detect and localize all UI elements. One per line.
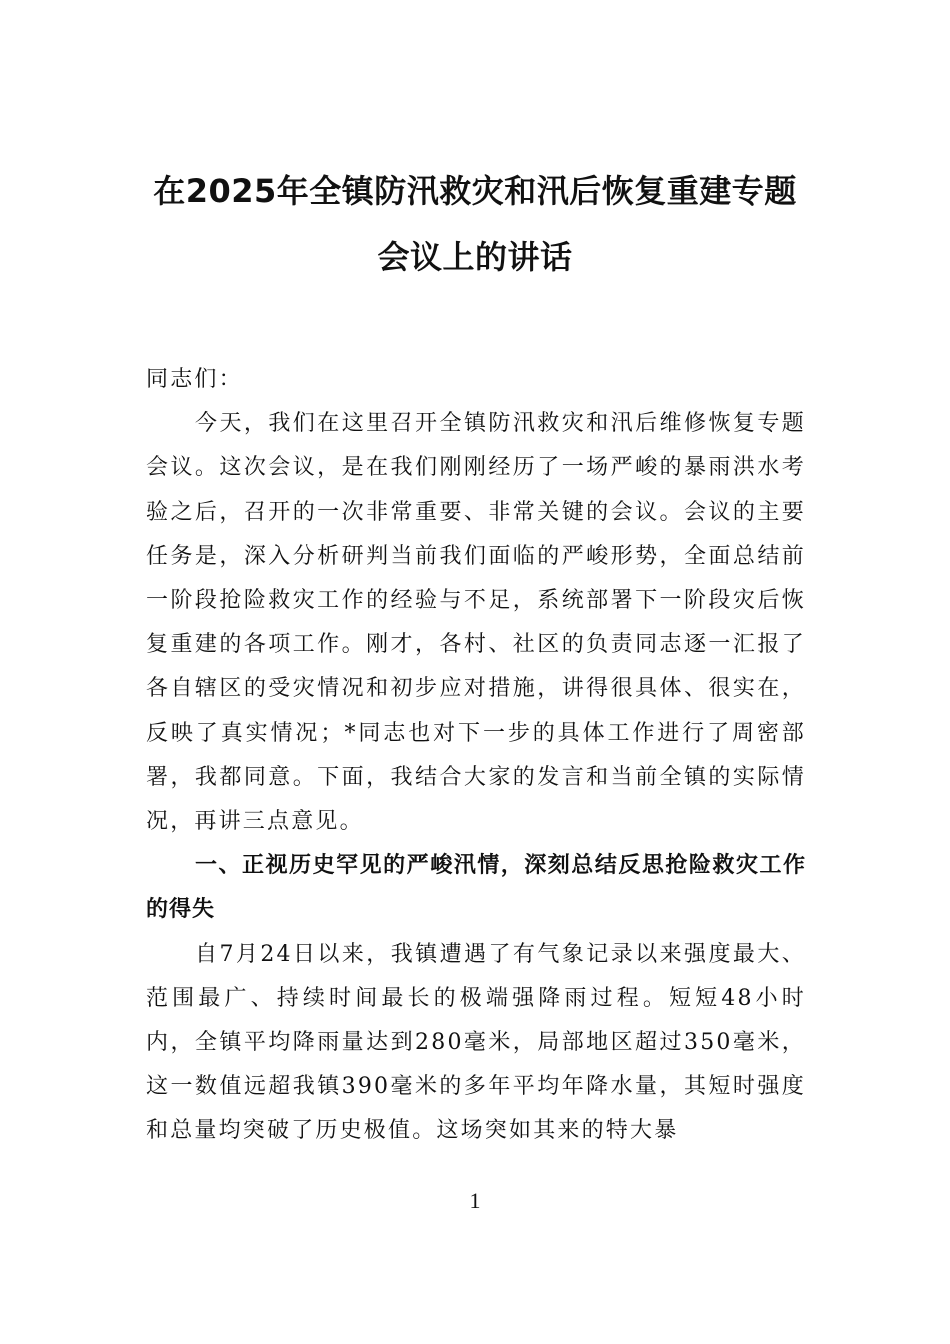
page-number: 1 (469, 1188, 481, 1213)
section-heading: 一、正视历史罕见的严峻汛情，深刻总结反思抢险救灾工作的得失 (146, 853, 806, 923)
section-paragraph: 自7月24日以来，我镇遭遇了有气象记录以来强度最大、范围最广、持续时间最长的极端强降雨过程。短短48小时内，全镇平均降雨量达到280毫米，局部地区超过350毫米，这一数值远超我镇390毫米的多年平均年降水量，其短时强度和总量均突破了历史极值。这场突如其来的特大暴 (146, 941, 806, 1144)
intro-paragraph: 今天，我们在这里召开全镇防汛救灾和汛后维修恢复专题会议。这次会议，是在我们刚刚经历了一场严峻的暴雨洪水考验之后，召开的一次非常重要、非常关键的会议。会议的主要任务是，深入分析研判当前我们面临的严峻形势，全面总结前一阶段抢险救灾工作的经验与不足，系统部署下一阶段灾后恢复重建的各项工作。刚才，各村、社区的负责同志逐一汇报了各自辖区的受灾情况和初步应对措施，讲得很具体、很实在，反映了真实情况；*同志也对下一步的具体工作进行了周密部署，我都同意。下面，我结合大家的发言和当前全镇的实际情况，再讲三点意见。 (146, 411, 806, 835)
document-body (146, 358, 806, 1154)
salutation: 同志们： (146, 367, 243, 392)
document-title: 在2025年全镇防汛救灾和汛后恢复重建专题会议上的讲话 (153, 172, 797, 276)
